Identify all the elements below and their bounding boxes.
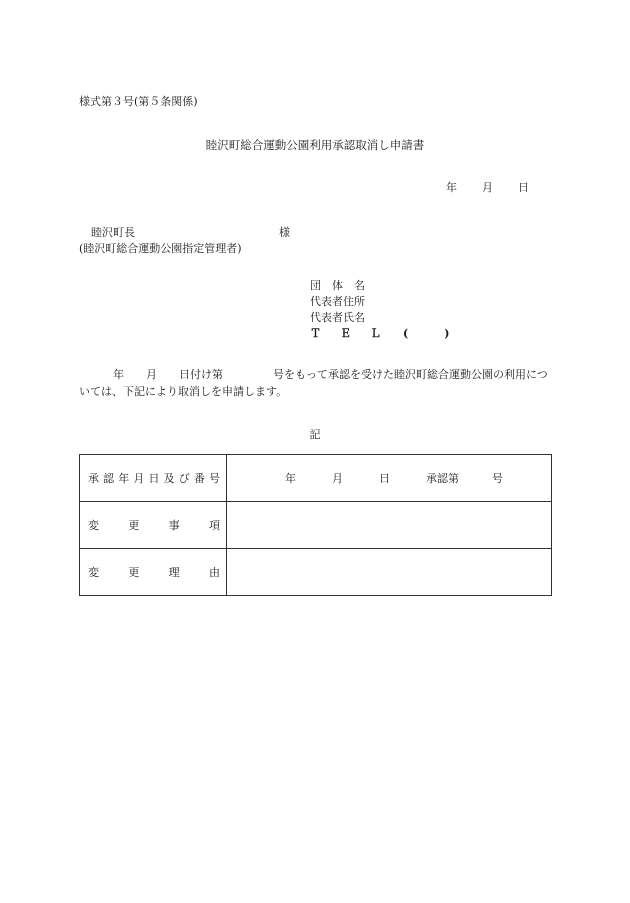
value-approval-no: 承認第 [426, 472, 459, 485]
label-char: 番 [193, 472, 205, 485]
tel-letter: Ｔ [310, 327, 321, 340]
table-row [80, 549, 552, 596]
label-char: 月 [133, 472, 145, 485]
approval-date-label-cell [80, 455, 227, 502]
rep-address-label: 代表者住所 [310, 295, 365, 308]
value-year: 年 [285, 472, 296, 485]
tel-letter: Ｌ [370, 327, 381, 340]
label-char: 由 [208, 566, 220, 579]
label-char: 承 [88, 472, 99, 485]
addressee-honorific: 様 [279, 226, 290, 239]
label-char: 更 [128, 566, 140, 579]
form-number: 様式第３号(第５条関係) [79, 95, 198, 108]
label-char: 変 [88, 519, 99, 532]
tel-paren-close: ) [444, 327, 450, 340]
label-char: 日 [148, 472, 160, 485]
date-day: 日 [518, 181, 529, 194]
label-char: 更 [128, 519, 140, 532]
change-reason-label-cell [80, 549, 227, 596]
change-item-value-cell[interactable] [227, 502, 552, 549]
label-char: び [178, 472, 190, 485]
label-char: 事 [168, 519, 180, 532]
request-statement [79, 366, 554, 400]
tel-paren-open: ( [403, 327, 409, 340]
change-reason-value-cell[interactable] [227, 549, 552, 596]
change-item-label-cell [80, 502, 227, 549]
org-name-label: 団 体 名 [310, 279, 365, 292]
label-char: 項 [208, 519, 220, 532]
statement-rest: 号をもって承認を受けた睦沢町総合運動公園の利用については、下記により取消しを申請します。 [79, 368, 548, 398]
label-char: 及 [163, 472, 175, 485]
statement-year: 年 [113, 368, 124, 381]
label-char: 認 [103, 472, 115, 485]
date-month: 月 [482, 181, 493, 194]
label-char: 変 [88, 566, 99, 579]
label-char: 理 [168, 566, 180, 579]
value-day: 日 [379, 472, 390, 485]
rep-name-label: 代表者氏名 [310, 311, 365, 324]
ki-heading: 記 [309, 428, 321, 441]
table-row [80, 502, 552, 549]
document-title: 睦沢町総合運動公園利用承認取消し申請書 [205, 138, 425, 152]
tel-label [310, 326, 449, 342]
approval-date-value-cell[interactable] [227, 455, 552, 502]
statement-month: 月 [146, 368, 157, 381]
table-row [80, 455, 552, 502]
date-line [446, 180, 529, 196]
label-char: 号 [209, 472, 220, 485]
details-table [79, 454, 552, 596]
value-go: 号 [492, 472, 503, 485]
addressee-mayor: 睦沢町長 [91, 226, 135, 239]
statement-dated-no: 日付け第 [179, 368, 223, 381]
label-char: 年 [118, 472, 130, 485]
addressee-manager: (睦沢町総合運動公園指定管理者) [79, 242, 242, 255]
applicant-block [310, 278, 449, 342]
value-month: 月 [332, 472, 343, 485]
tel-letter: Ｅ [340, 327, 351, 340]
date-year: 年 [446, 181, 457, 194]
